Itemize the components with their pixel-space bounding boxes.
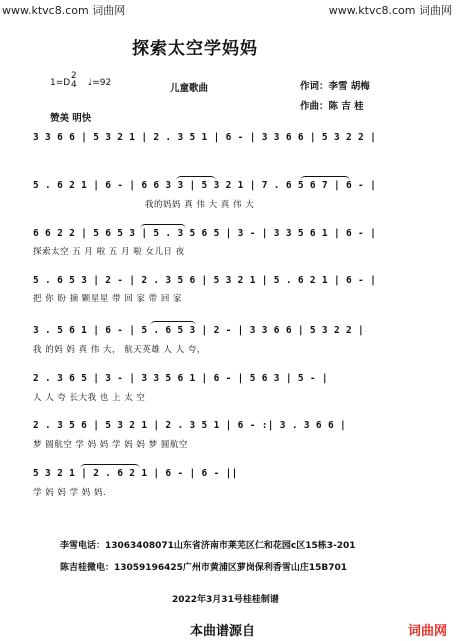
score-line-3-notes: 6 6 2 2 | 5 6 5 3 | 5 . 3 5 6 5 | 3 - | 3 3 5 6 1 | 6 - |	[33, 228, 377, 239]
watermark-right: www.ktvc8.com 词曲网	[328, 4, 452, 17]
score-line-3-lyrics: 探索太空 五 月 啦 五 月 啦 女儿日 夜	[33, 247, 185, 257]
score-line-8-lyrics: 学 妈 妈 学 妈 妈.	[33, 488, 107, 498]
slur-mark	[300, 176, 350, 181]
key-signature: 1=D	[50, 78, 71, 88]
genre-label: 儿童歌曲	[170, 83, 209, 94]
contact-line-1: 李雪电话：13063408071山东省济南市莱芜区仁和花园c区15栋3-201	[60, 541, 356, 551]
watermark-left: www.ktvc8.com 词曲网	[2, 4, 126, 17]
slur-mark	[140, 224, 186, 229]
time-bottom: 4	[71, 80, 77, 90]
score-line-4-notes: 5 . 6 5 3 | 2 - | 2 . 3 5 6 | 5 3 2 1 | 5 . 6 2 1 | 6 - |	[33, 275, 377, 286]
score-line-2-notes: 5 . 6 2 1 | 6 - | 6 6 3 3 | 5 3 2 1 | 7 . 6 5 6 7 | 6 - |	[33, 180, 377, 191]
song-title: 探索太空学妈妈	[132, 39, 258, 59]
slur-mark	[80, 464, 140, 469]
score-line-5-lyrics: 我 的妈 妈 真 伟 大， 航天英雄 人 人 夸，	[33, 345, 206, 355]
score-line-4-lyrics: 把 你 盼 摘 颗星星 带 回 家 带 回 家	[33, 294, 183, 304]
time-top: 2	[71, 71, 77, 81]
score-line-1-notes: 3 3 6 6 | 5 3 2 1 | 2 . 3 5 1 | 6 - | 3 3 6 6 | 5 3 2 2 |	[33, 132, 377, 143]
source-note: 本曲谱源自	[190, 624, 256, 639]
score-line-5-notes: 3 . 5 6 1 | 6 - | 5 . 6 5 3 | 2 - | 3 3 6 6 | 5 3 2 2 |	[33, 325, 365, 336]
score-line-6-notes: 2 . 3 6 5 | 3 - | 3 3 5 6 1 | 6 - | 5 6 3 | 5 - |	[33, 373, 328, 384]
contact-line-2: 陈吉桂微电：13059196425广州市黄浦区萝岗保利香雪山庄15B701	[60, 563, 348, 573]
lyricist-credit: 作词：李雪 胡梅	[300, 81, 370, 92]
expression-marking: 赞美 明快	[50, 113, 92, 124]
score-line-7-lyrics: 梦 圆航空 学 妈 妈 学 妈 妈 梦 圆航空	[33, 440, 188, 450]
time-signature	[71, 72, 77, 90]
site-logo: 词曲网	[408, 624, 448, 639]
score-line-8-notes: 5 3 2 1 | 2 . 6 2 1 | 6 - | 6 - ||	[33, 468, 238, 479]
slur-mark	[176, 176, 216, 181]
score-line-2-lyrics: 我的妈妈 真 伟 大 真 伟 大	[145, 200, 255, 210]
tempo-marking: ♩=92	[88, 78, 112, 88]
score-line-7-notes: 2 . 3 5 6 | 5 3 2 1 | 2 . 3 5 1 | 6 - :| 3 . 3 6 6 |	[33, 420, 347, 431]
slur-mark	[150, 321, 196, 326]
score-line-6-lyrics: 人 人 夸 长大我 也 上 太 空	[33, 393, 146, 403]
date-line: 2022年3月31号桂桂制谱	[172, 595, 279, 605]
composer-credit: 作曲：陈 吉 桂	[300, 101, 364, 112]
